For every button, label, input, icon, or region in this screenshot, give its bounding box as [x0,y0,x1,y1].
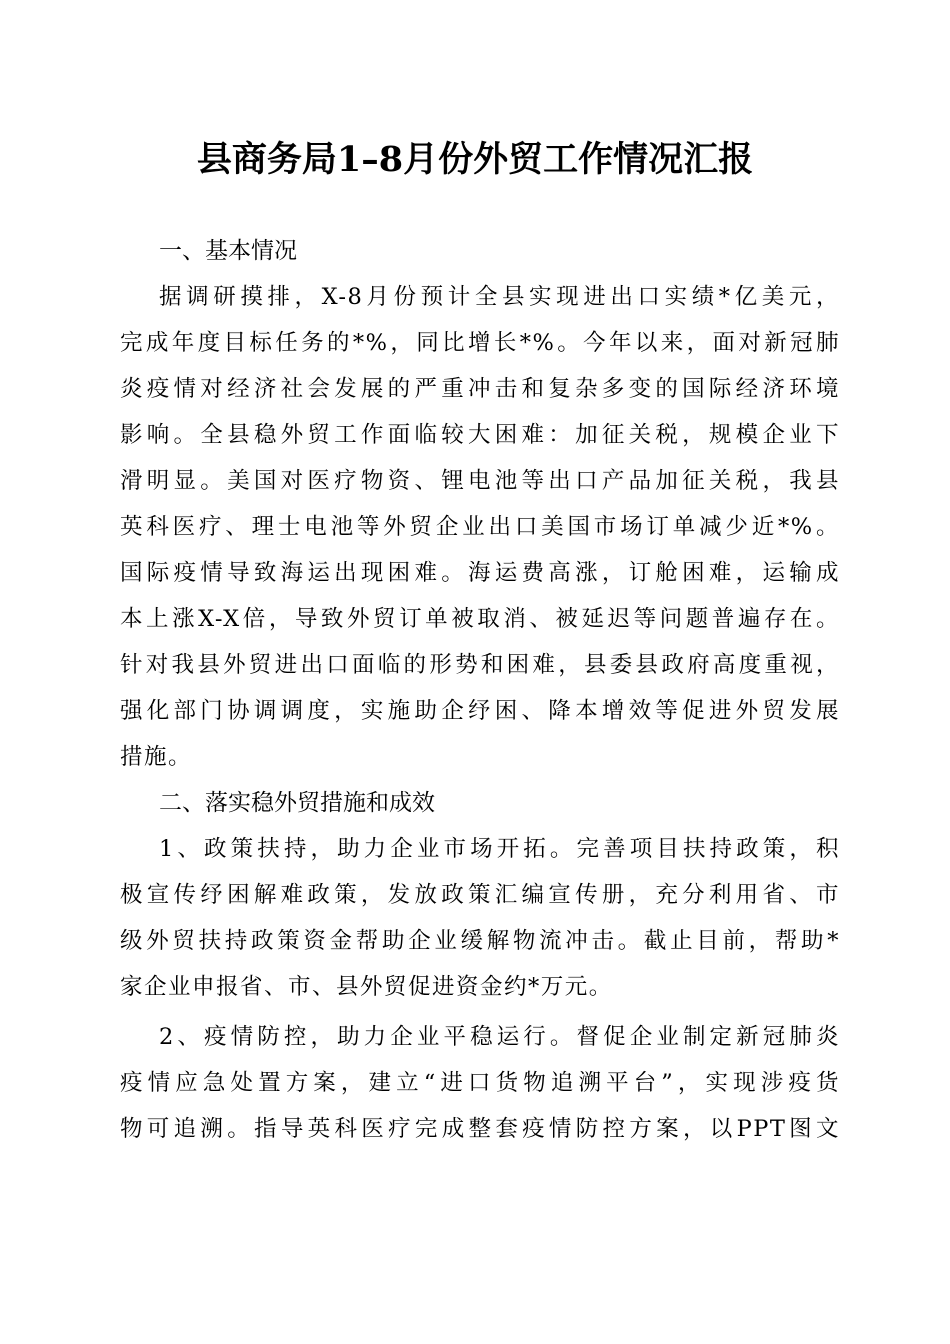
text-line: 针对我县外贸进出口面临的形势和困难，县委县政府高度重视， [120,652,840,678]
paragraph-basic-situation [120,274,840,780]
document-body [120,228,840,1152]
text-line: 极宣传纾困解难政策，发放政策汇编宣传册，充分利用省、市 [120,882,840,908]
text-line: 级外贸扶持政策资金帮助企业缓解物流冲击。截止目前，帮助* [120,928,840,954]
text-line: 英科医疗、理士电池等外贸企业出口美国市场订单减少近*%。 [120,514,840,540]
text-line: 2、疫情防控，助力企业平稳运行。督促企业制定新冠肺炎 [159,1024,840,1050]
text-line: 家企业申报省、市、县外贸促进资金约*万元。 [120,974,613,1000]
text-line: 据调研摸排，X-8月份预计全县实现进出口实绩*亿美元， [159,284,840,310]
text-line: 物可追溯。指导英科医疗完成整套疫情防控方案，以PPT图文 [120,1116,840,1142]
text-line: 疫情应急处置方案，建立“进口货物追溯平台”，实现涉疫货 [120,1070,840,1096]
text-line: 本上涨X-X倍，导致外贸订单被取消、被延迟等问题普遍存在。 [120,606,840,632]
text-line: 强化部门协调调度，实施助企纾困、降本增效等促进外贸发展 [120,698,840,724]
text-line: 国际疫情导致海运出现困难。海运费高涨，订舱困难，运输成 [120,560,840,586]
text-line: 完成年度目标任务的*%，同比增长*%。今年以来，面对新冠肺 [120,330,840,356]
section-heading-measures: 二、落实稳外贸措施和成效 [159,790,435,816]
section-heading-basic-situation: 一、基本情况 [159,238,297,264]
paragraph-epidemic-control [120,1014,840,1152]
text-line: 措施。 [120,744,193,770]
text-line: 影响。全县稳外贸工作面临较大困难：加征关税，规模企业下 [120,422,840,448]
text-line: 1、政策扶持，助力企业市场开拓。完善项目扶持政策，积 [159,836,840,862]
text-line: 炎疫情对经济社会发展的严重冲击和复杂多变的国际经济环境 [120,376,840,402]
paragraph-policy-support [120,826,840,1010]
document-title: 县商务局1–8月份外贸工作情况汇报 [196,139,754,180]
text-line: 滑明显。美国对医疗物资、锂电池等出口产品加征关税，我县 [120,468,840,494]
